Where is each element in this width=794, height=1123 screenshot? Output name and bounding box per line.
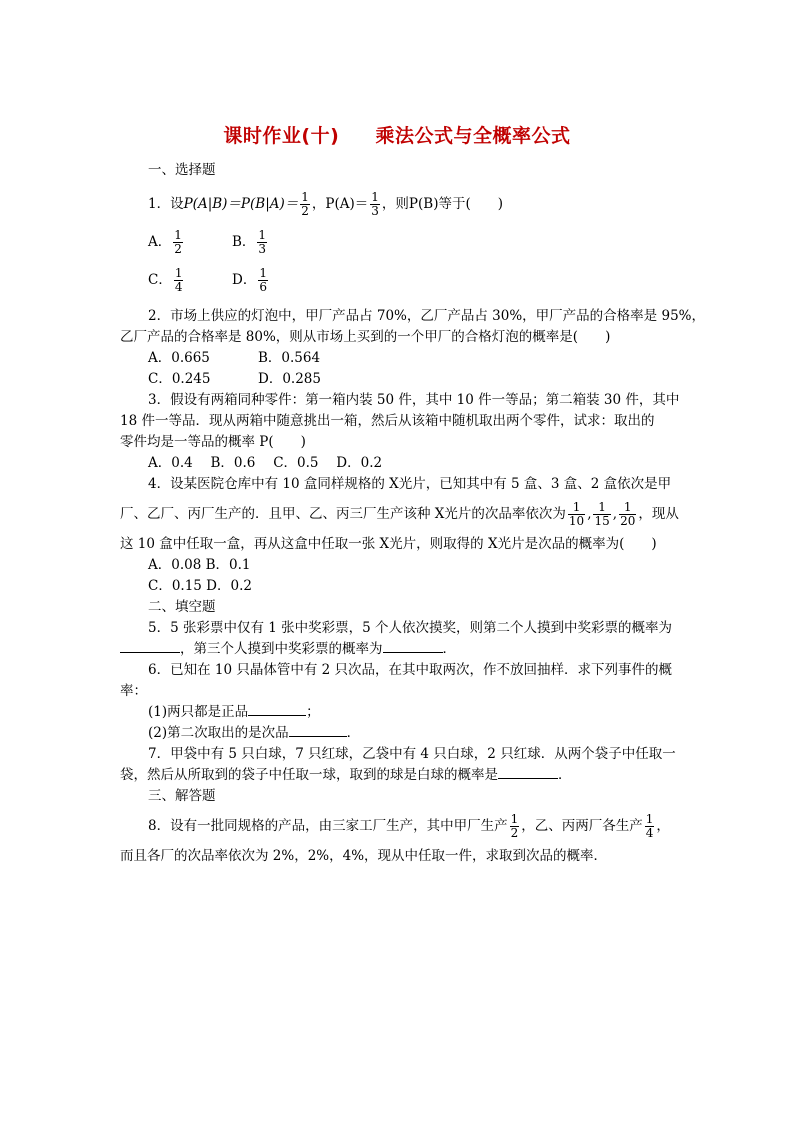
q6-blank-2[interactable] xyxy=(289,724,347,737)
q3-options: A．0.4 B．0.6 C．0.5 D．0.2 xyxy=(148,455,383,471)
q2-options-row-1 xyxy=(148,348,320,368)
q3-line-2: 18 件一等品．现从两箱中随意挑出一箱，然后从该箱中随机取出两个零件，试求：取出的 xyxy=(120,413,655,429)
q1-option-c-label: C． xyxy=(148,272,172,288)
q4-line-2: 厂、乙厂、丙厂生产的．且甲、乙、丙三厂生产该种 X光片的次品率依次为 $\frac{1}{10}$ , $\frac{1}{15}$ , $\frac{1}{20}$ ，现从 xyxy=(120,500,679,528)
q1-option-a-fraction xyxy=(173,229,183,256)
q1-option-c xyxy=(148,266,232,294)
q1-fraction-2 xyxy=(370,191,380,218)
q2-line-2: 乙厂产品的合格率是 80%，则从市场上买到的一个甲厂的合格灯泡的概率是( ) xyxy=(120,329,611,345)
q1-oa-den: 2 xyxy=(174,242,182,256)
q1-option-b xyxy=(232,228,269,256)
q4-f1-den: 10 xyxy=(568,514,585,528)
q1-option-a-label: A． xyxy=(148,234,172,250)
q8-fraction-1 xyxy=(510,813,520,840)
q4-line-2a: 厂、乙厂、丙厂生产的．且甲、乙、丙三厂生产该种 X光片的次品率依次为 xyxy=(120,506,566,522)
q5-line-1: 5．5 张彩票中仅有 1 张中奖彩票，5 个人依次摸奖，则第二个人摸到中奖彩票的概率为 xyxy=(148,620,673,636)
q5-line-2-text: ，第三个人摸到中奖彩票的概率为 xyxy=(180,641,383,657)
q1-oa-num: 1 xyxy=(174,228,182,242)
q5-line-2 xyxy=(120,639,456,659)
q8-f2-den: 4 xyxy=(645,826,654,840)
q4-f2-num: 1 xyxy=(593,501,610,515)
q1-option-b-fraction xyxy=(257,229,267,256)
q4-options-row-1: A．0.08 B．0.1 xyxy=(148,557,251,573)
q7-line-1: 7．甲袋中有 5 只白球，7 只红球，乙袋中有 4 只白球，2 只红球．从两个袋子中任取一 xyxy=(148,746,676,762)
q1-prefix: 1．设 xyxy=(148,196,184,212)
q1-options-row-1 xyxy=(148,228,269,256)
q6-sub-1 xyxy=(148,702,320,722)
q4-fraction-2 xyxy=(593,501,610,528)
q4-line-2b: ，现从 xyxy=(638,506,679,522)
q1-option-b-label: B． xyxy=(232,234,256,250)
q1-f1-den: 2 xyxy=(301,204,309,218)
q7-end: ． xyxy=(558,767,572,783)
q8-line-1a: 8．设有一批同规格的产品，由三家工厂生产，其中甲厂生产 xyxy=(148,818,508,834)
q1-od-den: 6 xyxy=(259,280,267,294)
q2-option-a: A．0.665 xyxy=(148,350,210,366)
q1-suffix: ，则P(B)等于( ) xyxy=(381,196,503,212)
q4-fraction-3 xyxy=(619,501,636,528)
q8-f1-num: 1 xyxy=(510,812,519,826)
q6-sub-2-text: (2)第二次取出的是次品 xyxy=(148,725,289,741)
q1-f2-den: 3 xyxy=(371,204,379,218)
q1-ob-den: 3 xyxy=(258,242,267,256)
q6-line-1: 6．已知在 10 只晶体管中有 2 只次品，在其中取两次，作不放回抽样．求下列事件的概 xyxy=(148,662,673,678)
section-fill: 二、填空题 xyxy=(148,599,216,615)
q3-line-1: 3．假设有两箱同种零件：第一箱内装 50 件，其中 10 件一等品；第二箱装 30 件，其中 xyxy=(148,392,680,408)
q6-sub-1-end: ； xyxy=(306,704,320,720)
q4-f1-num: 1 xyxy=(568,501,585,515)
q4-line-3: 这 10 盒中任取一盒，再从这盒中任取一张 X光片，则取得的 X光片是次品的概率为( ) xyxy=(120,536,657,552)
q1-option-a xyxy=(148,228,232,256)
q4-f2-den: 15 xyxy=(594,514,610,528)
title-topic: 乘法公式与全概率公式 xyxy=(375,125,571,147)
q8-line-1c: ， xyxy=(656,818,670,834)
q1-expr1: P(A|B)＝P(B|A)＝ xyxy=(183,196,299,212)
q1-ob-num: 1 xyxy=(258,228,267,242)
q1-option-d xyxy=(232,266,270,294)
q6-line-2: 率： xyxy=(120,683,147,699)
q1-oc-num: 1 xyxy=(174,266,183,280)
q5-blank-2[interactable] xyxy=(383,640,443,653)
q1-option-c-fraction xyxy=(174,267,184,294)
q4-f3-num: 1 xyxy=(619,501,636,515)
q2-options-row-2 xyxy=(148,369,321,389)
q8-f1-den: 2 xyxy=(510,826,519,840)
q8-f2-num: 1 xyxy=(645,812,654,826)
q7-line-2 xyxy=(120,765,572,785)
q6-sub-1-text: (1)两只都是正品 xyxy=(148,704,249,720)
q3-line-3: 零件均是一等品的概率 P( ) xyxy=(120,434,306,450)
q2-option-d: D．0.285 xyxy=(258,371,321,387)
q6-sub-2-end: ． xyxy=(346,725,361,741)
q1-oc-den: 4 xyxy=(174,280,183,294)
q4-line-1: 4．设某医院仓库中有 10 盒同样规格的 X光片，已知其中有 5 盒、3 盒、2 盒依次是甲 xyxy=(148,476,672,492)
q7-blank[interactable] xyxy=(498,766,558,779)
q1-option-d-fraction xyxy=(258,267,268,294)
q1-f2-num: 1 xyxy=(371,190,379,204)
q8-line-1 xyxy=(148,812,670,840)
q1-expr2: ，P(A)＝ xyxy=(311,196,369,212)
q5-end: ． xyxy=(442,641,456,657)
q6-sub-2 xyxy=(148,723,360,743)
q2-option-b: B．0.564 xyxy=(258,350,321,366)
q5-blank-1[interactable] xyxy=(120,640,180,653)
q1-options-row-2 xyxy=(148,266,270,294)
section-choice: 一、选择题 xyxy=(148,162,216,178)
q6-blank-1[interactable] xyxy=(248,703,306,716)
q1-fraction-1 xyxy=(300,191,310,218)
q2-line-1: 2．市场上供应的灯泡中，甲厂产品占 70%，乙厂产品占 30%，甲厂产品的合格率是 95%， xyxy=(148,308,705,324)
q4-fraction-1 xyxy=(568,501,585,528)
q8-line-2: 而且各厂的次品率依次为 2%，2%，4%，现从中任取一件，求取到次品的概率． xyxy=(120,848,608,864)
question-1 xyxy=(148,190,503,218)
q4-f3-den: 20 xyxy=(620,514,636,528)
page-title xyxy=(0,121,794,148)
q7-line-2-text: 袋，然后从所取到的袋子中任取一球，取到的球是白球的概率是 xyxy=(120,767,498,783)
q8-line-1b: ，乙、丙两厂各生产 xyxy=(521,818,643,834)
title-lesson: 课时作业(十) xyxy=(223,125,340,147)
section-solve: 三、解答题 xyxy=(148,788,216,804)
q1-od-num: 1 xyxy=(259,266,267,280)
q4-options-row-2: C．0.15 D．0.2 xyxy=(148,578,252,594)
q1-f1-num: 1 xyxy=(301,190,309,204)
q2-option-c: C．0.245 xyxy=(148,371,211,387)
q8-fraction-2 xyxy=(645,813,655,840)
q1-option-d-label: D． xyxy=(232,272,257,288)
